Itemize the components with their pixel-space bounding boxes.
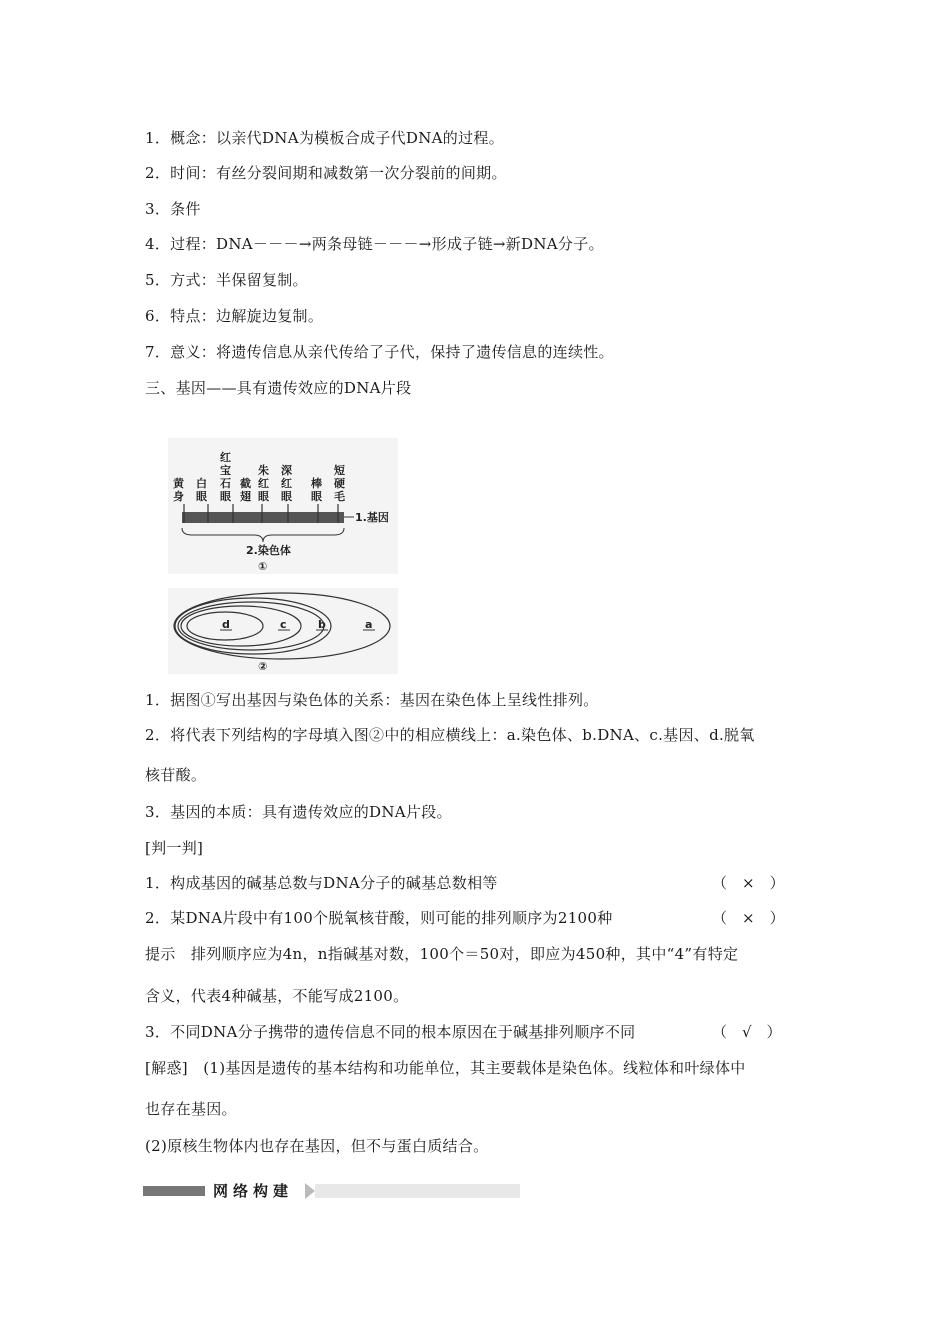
- trait-label-cut-wing: 截翅: [240, 477, 251, 503]
- judge-question-2: 2．某DNA片段中有100个脱氧核苷酸，则可能的排列顺序为2100种: [145, 909, 613, 927]
- explain-line-3: (2)原核生物体内也存在基因，但不与蛋白质结合。: [145, 1137, 489, 1155]
- replication-item-feature: 6．特点：边解旋边复制。: [145, 307, 324, 325]
- figure1-number: ①: [258, 560, 268, 573]
- replication-item-significance: 7．意义：将遗传信息从亲代传给了子代，保持了遗传信息的连续性。: [145, 343, 614, 361]
- letter-a: a: [365, 618, 373, 631]
- letter-c: c: [280, 618, 287, 631]
- gene-item-essence: 3．基因的本质：具有遗传效应的DNA片段。: [145, 803, 452, 821]
- judge-heading: [判一判]: [145, 839, 204, 857]
- replication-item-concept: 1．概念：以亲代DNA为模板合成子代DNA的过程。: [145, 129, 505, 147]
- letter-d: d: [222, 618, 230, 631]
- section-heading-gene: 三、基因——具有遗传效应的DNA片段: [145, 379, 412, 397]
- trait-label-stubble-bristle: 短硬毛: [334, 464, 345, 503]
- trait-label-ruby-eye: 红宝石眼: [220, 451, 231, 503]
- trait-label-vermilion-eye: 朱红眼: [258, 464, 269, 503]
- replication-item-process: 4．过程：DNA－－－→两条母链－－－→形成子链→新DNA分子。: [145, 235, 604, 253]
- trait-label-yellow-body: 黄身: [173, 477, 184, 503]
- chromosome-bar: [182, 512, 344, 523]
- gene-chromosome-figure: [168, 438, 398, 574]
- judge-hint-line-1: 提示 排列顺序应为4n，n指碱基对数，100个＝50对，即应为450种，其中“4”有特定: [145, 945, 739, 963]
- section-banner: [143, 1181, 520, 1201]
- replication-item-conditions: 3．条件: [145, 200, 201, 218]
- chromosome-label: 2.染色体: [246, 544, 291, 557]
- explain-line-1: [解惑] (1)基因是遗传的基本结构和功能单位，其主要载体是染色体。线粒体和叶绿体中: [145, 1059, 746, 1077]
- judge-answer-2: （ × ）: [712, 909, 785, 927]
- explain-line-2: 也存在基因。: [145, 1100, 237, 1118]
- gene-label: 1.基因: [355, 511, 389, 524]
- replication-item-time: 2．时间：有丝分裂间期和减数第一次分裂前的间期。: [145, 164, 507, 182]
- judge-hint-line-2: 含义，代表4种碱基，不能写成2100。: [145, 987, 409, 1005]
- banner-title: 网络构建: [213, 1182, 294, 1200]
- judge-question-3: 3．不同DNA分子携带的遗传信息不同的根本原因在于碱基排列顺序不同: [145, 1023, 636, 1041]
- gene-item-fill-letters: 2．将代表下列结构的字母填入图②中的相应横线上：a.染色体、b.DNA、c.基因、d.脱氧: [145, 726, 755, 744]
- figure2-number: ②: [258, 660, 268, 673]
- gene-item-fill-letters-cont: 核苷酸。: [145, 766, 207, 784]
- trait-label-bar-eye: 棒眼: [311, 477, 322, 503]
- judge-answer-3: （ √ ）: [712, 1023, 782, 1041]
- letter-b: b: [318, 618, 326, 631]
- replication-item-mode: 5．方式：半保留复制。: [145, 271, 308, 289]
- gene-item-relation: 1．据图①写出基因与染色体的关系：基因在染色体上呈线性排列。: [145, 691, 599, 709]
- nested-structure-figure: [168, 588, 398, 674]
- trait-label-white-eye: 白眼: [196, 477, 207, 503]
- judge-question-1: 1．构成基因的碱基总数与DNA分子的碱基总数相等: [145, 874, 498, 892]
- trait-label-carmine-eye: 深红眼: [281, 464, 292, 503]
- judge-answer-1: （ × ）: [712, 874, 785, 892]
